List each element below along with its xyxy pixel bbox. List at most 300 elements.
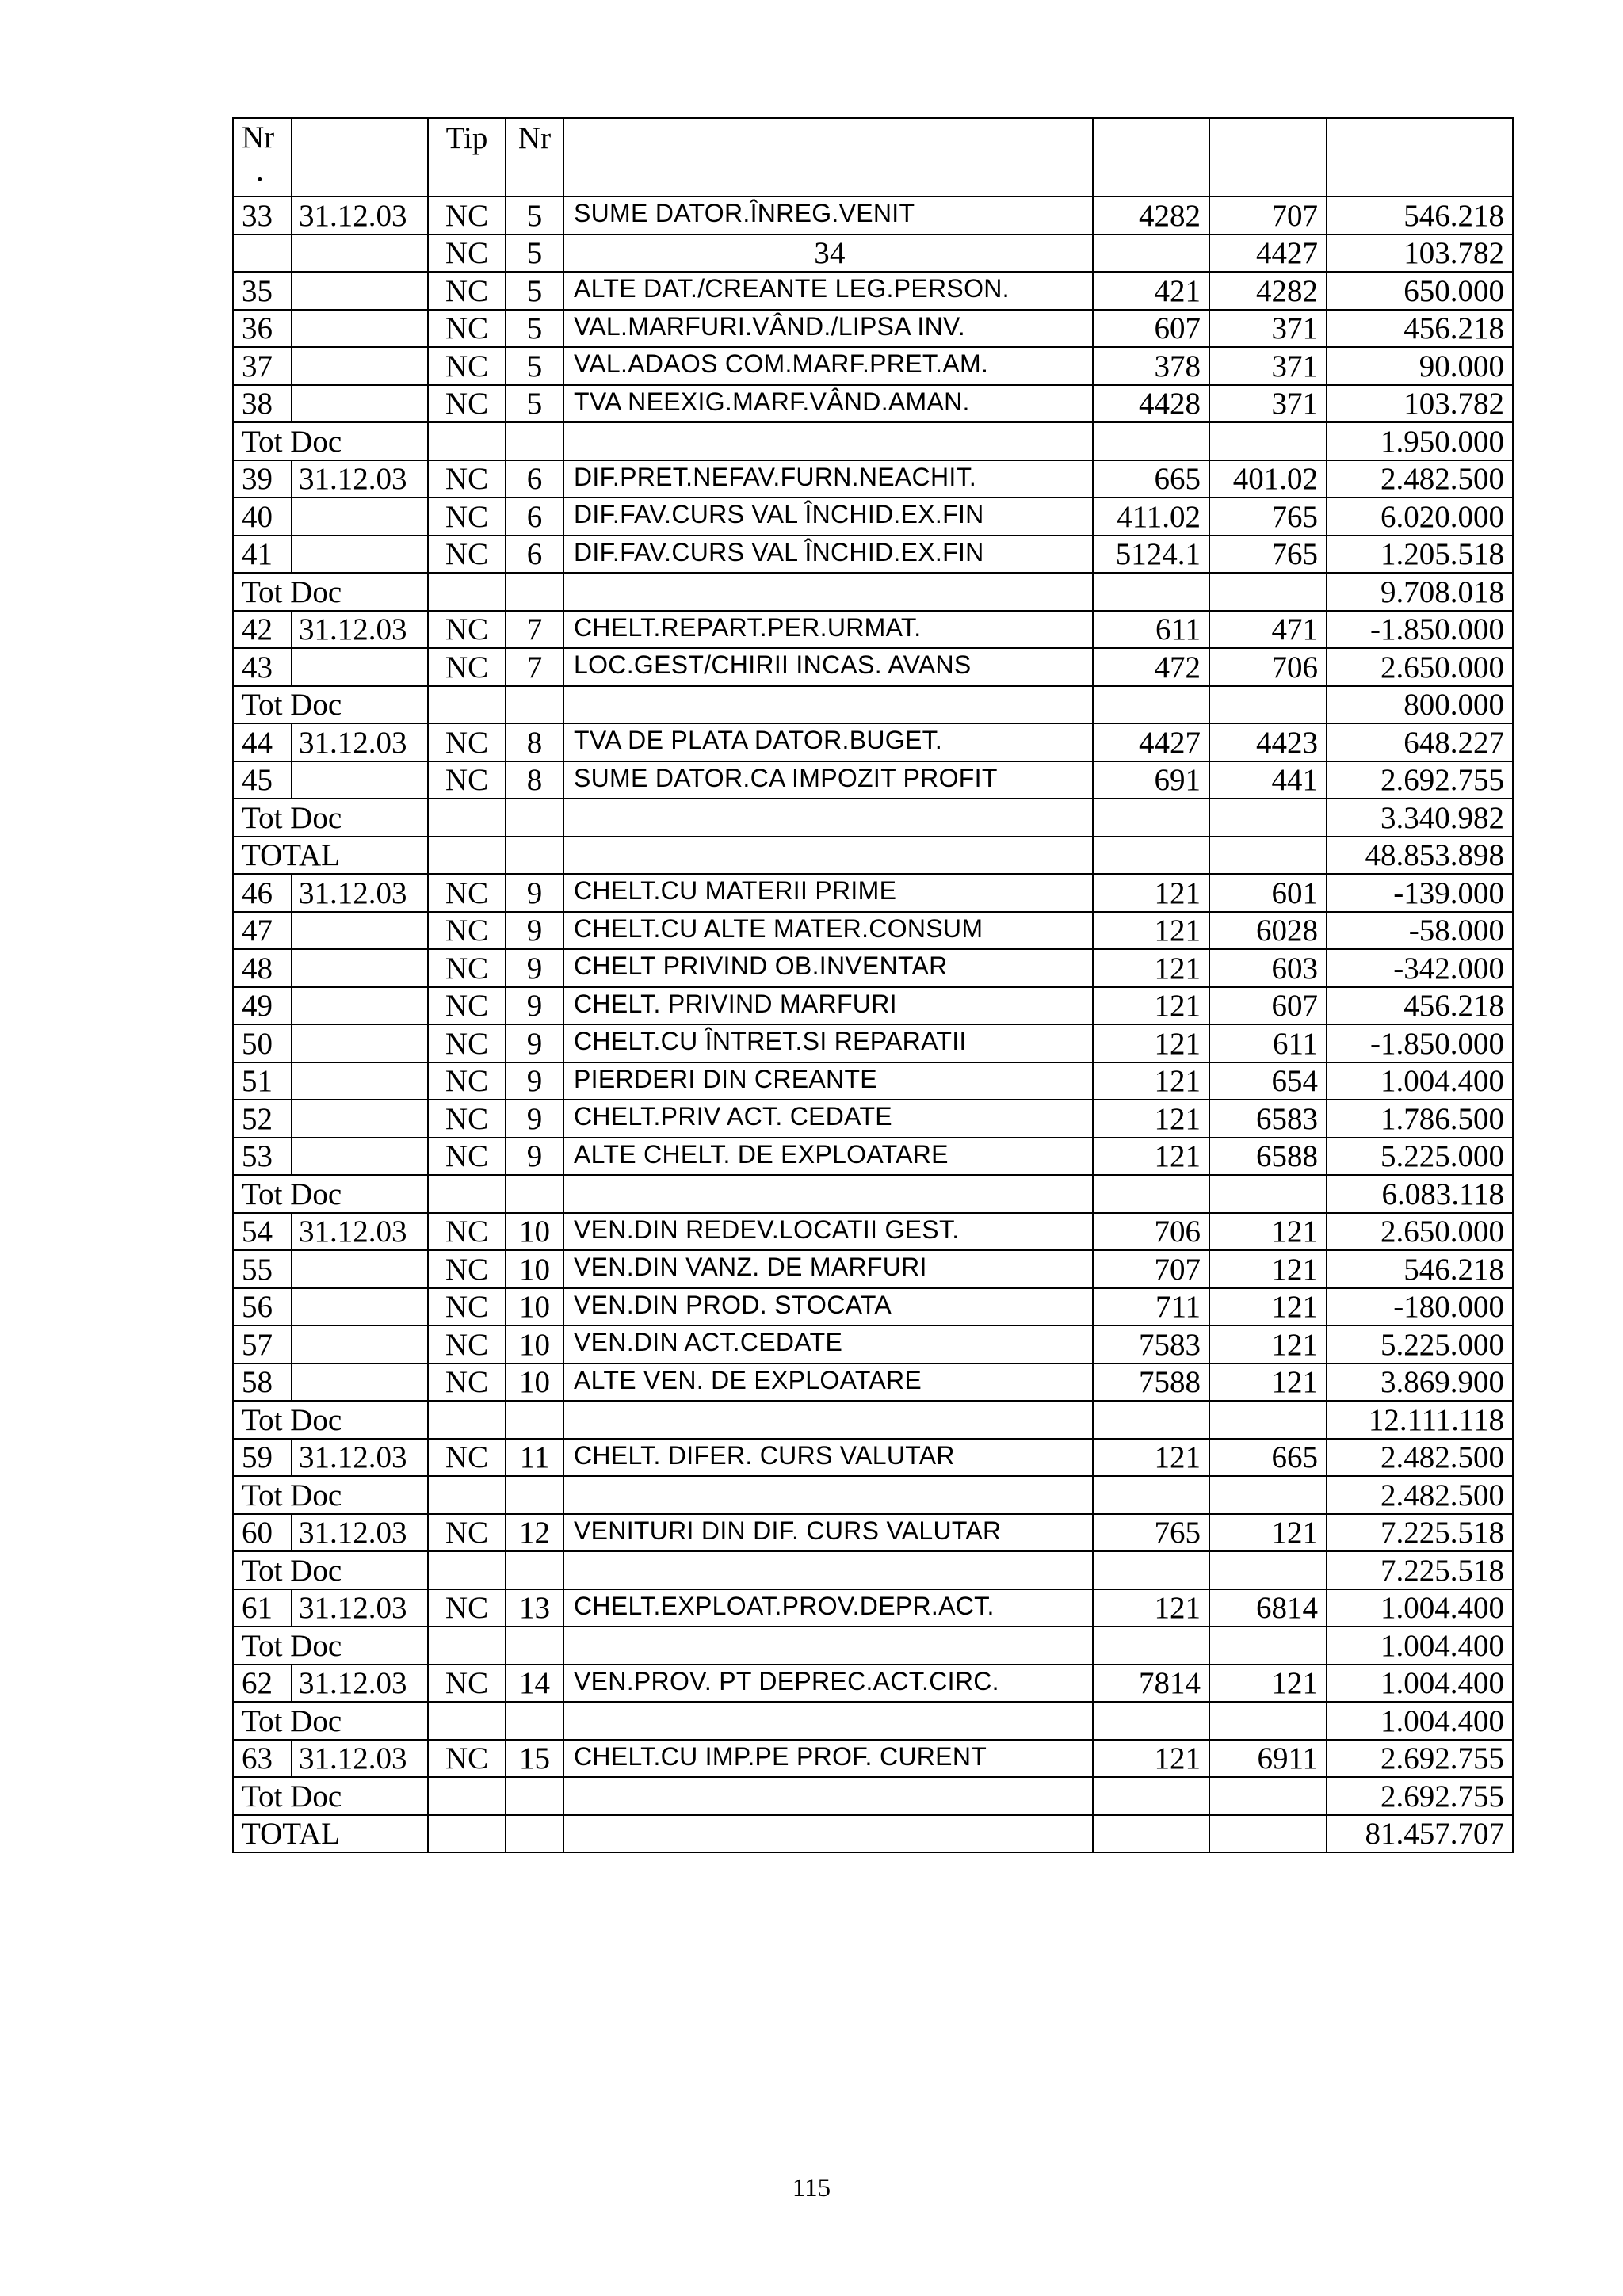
entry-tip: NC (428, 1589, 506, 1627)
table-row (233, 498, 1513, 536)
entry-tip: NC (428, 611, 506, 649)
entry-sum: 456.218 (1327, 310, 1513, 348)
entry-explanation: VEN.DIN ACT.CEDATE (563, 1325, 1093, 1363)
entry-explanation: 34 (563, 235, 1093, 273)
entry-sum: 650.000 (1327, 272, 1513, 310)
entry-credit-account: 371 (1209, 347, 1327, 385)
header-sum (1327, 118, 1513, 196)
entry-doc-nr: 5 (506, 385, 563, 423)
entry-date (292, 1100, 428, 1138)
entry-nr: 56 (233, 1288, 292, 1326)
entry-nr: 54 (233, 1213, 292, 1251)
entry-credit-account: 471 (1209, 611, 1327, 649)
entry-sum: 1.205.518 (1327, 536, 1513, 574)
empty-cell (428, 1551, 506, 1589)
entry-tip: NC (428, 1514, 506, 1552)
empty-cell (1093, 1777, 1209, 1815)
entry-sum: 1.004.400 (1327, 1665, 1513, 1703)
entry-credit-account: 121 (1209, 1665, 1327, 1703)
entry-nr (233, 235, 292, 273)
entry-nr: 62 (233, 1665, 292, 1703)
empty-cell (1093, 799, 1209, 837)
empty-cell (1093, 422, 1209, 460)
entry-tip: NC (428, 272, 506, 310)
entry-sum: -139.000 (1327, 874, 1513, 912)
entry-tip: NC (428, 347, 506, 385)
total-sum: 48.853.898 (1327, 837, 1513, 875)
total-label: Tot Doc (233, 1551, 428, 1589)
entry-nr: 38 (233, 385, 292, 423)
entry-debit-account: 765 (1093, 1514, 1209, 1552)
page-number: 115 (792, 2174, 831, 2203)
entry-tip: NC (428, 498, 506, 536)
empty-cell (1093, 837, 1209, 875)
entry-doc-nr: 8 (506, 723, 563, 761)
empty-cell (428, 799, 506, 837)
entry-tip: NC (428, 1363, 506, 1402)
table-row (233, 1138, 1513, 1176)
entry-doc-nr: 15 (506, 1740, 563, 1778)
total-label: Tot Doc (233, 1401, 428, 1439)
entry-explanation: CHELT.REPART.PER.URMAT. (563, 611, 1093, 649)
entry-sum: 2.650.000 (1327, 1213, 1513, 1251)
entry-explanation: CHELT.CU IMP.PE PROF. CURENT (563, 1740, 1093, 1778)
table-row (233, 1213, 1513, 1251)
total-label: TOTAL (233, 1815, 428, 1853)
entry-explanation: PIERDERI DIN CREANTE (563, 1062, 1093, 1100)
entry-sum: 1.786.500 (1327, 1100, 1513, 1138)
entry-explanation: CHELT. PRIVIND MARFURI (563, 987, 1093, 1025)
entry-nr: 50 (233, 1024, 292, 1062)
entry-tip: NC (428, 1325, 506, 1363)
empty-cell (1209, 1401, 1327, 1439)
entry-nr: 49 (233, 987, 292, 1025)
entry-sum: 6.020.000 (1327, 498, 1513, 536)
empty-cell (506, 1815, 563, 1853)
empty-cell (563, 1627, 1093, 1665)
entry-doc-nr: 9 (506, 1062, 563, 1100)
total-sum: 6.083.118 (1327, 1175, 1513, 1213)
empty-cell (428, 837, 506, 875)
entry-date (292, 1363, 428, 1402)
table-row (233, 1062, 1513, 1100)
entry-doc-nr: 13 (506, 1589, 563, 1627)
total-sum: 2.482.500 (1327, 1476, 1513, 1514)
entry-doc-nr: 10 (506, 1250, 563, 1288)
total-label: Tot Doc (233, 799, 428, 837)
entry-date: 31.12.03 (292, 1514, 428, 1552)
entry-doc-nr: 5 (506, 310, 563, 348)
header-nr: Nr (242, 120, 275, 154)
entry-tip: NC (428, 1439, 506, 1477)
entry-tip: NC (428, 1062, 506, 1100)
entry-date (292, 385, 428, 423)
entry-date (292, 648, 428, 686)
table-row (233, 235, 1513, 273)
entry-doc-nr: 9 (506, 1024, 563, 1062)
entry-nr: 60 (233, 1514, 292, 1552)
entry-nr: 40 (233, 498, 292, 536)
total-sum: 2.692.755 (1327, 1777, 1513, 1815)
entry-debit-account: 607 (1093, 310, 1209, 348)
entry-debit-account: 706 (1093, 1213, 1209, 1251)
entry-credit-account: 654 (1209, 1062, 1327, 1100)
entry-doc-nr: 9 (506, 949, 563, 987)
entry-doc-nr: 10 (506, 1213, 563, 1251)
entry-debit-account: 7583 (1093, 1325, 1209, 1363)
table-row (233, 912, 1513, 950)
entry-nr: 57 (233, 1325, 292, 1363)
entry-credit-account: 611 (1209, 1024, 1327, 1062)
entry-sum: 5.225.000 (1327, 1325, 1513, 1363)
entry-tip: NC (428, 1665, 506, 1703)
header-explanation (563, 118, 1093, 196)
entry-date: 31.12.03 (292, 723, 428, 761)
entry-debit-account: 121 (1093, 874, 1209, 912)
entry-doc-nr: 9 (506, 987, 563, 1025)
entry-doc-nr: 5 (506, 272, 563, 310)
entry-debit-account: 378 (1093, 347, 1209, 385)
empty-cell (428, 1401, 506, 1439)
entry-date: 31.12.03 (292, 1589, 428, 1627)
entry-credit-account: 121 (1209, 1363, 1327, 1402)
entry-sum: 90.000 (1327, 347, 1513, 385)
entry-sum: 2.650.000 (1327, 648, 1513, 686)
entry-sum: -1.850.000 (1327, 1024, 1513, 1062)
entry-doc-nr: 6 (506, 536, 563, 574)
entry-explanation: VENITURI DIN DIF. CURS VALUTAR (563, 1514, 1093, 1552)
entry-doc-nr: 7 (506, 611, 563, 649)
entry-debit-account (1093, 235, 1209, 273)
total-row (233, 799, 1513, 837)
entry-date (292, 1024, 428, 1062)
total-label: TOTAL (233, 837, 428, 875)
entry-credit-account: 665 (1209, 1439, 1327, 1477)
table-row (233, 347, 1513, 385)
entry-date (292, 310, 428, 348)
entry-credit-account: 6588 (1209, 1138, 1327, 1176)
entry-nr: 35 (233, 272, 292, 310)
entry-explanation: VAL.ADAOS COM.MARF.PRET.AM. (563, 347, 1093, 385)
entry-date (292, 1062, 428, 1100)
total-row (233, 1476, 1513, 1514)
empty-cell (1209, 1702, 1327, 1740)
entry-explanation: ALTE CHELT. DE EXPLOATARE (563, 1138, 1093, 1176)
table-row (233, 949, 1513, 987)
entry-nr: 53 (233, 1138, 292, 1176)
entry-explanation: DIF.FAV.CURS VAL ÎNCHID.EX.FIN (563, 536, 1093, 574)
table-row (233, 723, 1513, 761)
entry-date: 31.12.03 (292, 1665, 428, 1703)
entry-date: 31.12.03 (292, 1740, 428, 1778)
header-tip: Tip (428, 118, 506, 196)
entry-debit-account: 5124.1 (1093, 536, 1209, 574)
entry-doc-nr: 10 (506, 1288, 563, 1326)
empty-cell (428, 422, 506, 460)
entry-credit-account: 6911 (1209, 1740, 1327, 1778)
total-sum: 9.708.018 (1327, 573, 1513, 611)
total-row (233, 1627, 1513, 1665)
empty-cell (506, 1627, 563, 1665)
entry-sum: 546.218 (1327, 196, 1513, 235)
table-row (233, 1740, 1513, 1778)
total-sum: 1.004.400 (1327, 1627, 1513, 1665)
total-sum: 7.225.518 (1327, 1551, 1513, 1589)
entry-tip: NC (428, 987, 506, 1025)
entry-sum: 1.004.400 (1327, 1062, 1513, 1100)
entry-tip: NC (428, 723, 506, 761)
total-row (233, 686, 1513, 724)
journal-table (232, 117, 1514, 1853)
entry-debit-account: 665 (1093, 460, 1209, 498)
entry-sum: 5.225.000 (1327, 1138, 1513, 1176)
empty-cell (1093, 1175, 1209, 1213)
table-row (233, 385, 1513, 423)
entry-date (292, 1325, 428, 1363)
entry-credit-account: 4423 (1209, 723, 1327, 761)
entry-tip: NC (428, 196, 506, 235)
entry-tip: NC (428, 949, 506, 987)
entry-explanation: CHELT.PRIV ACT. CEDATE (563, 1100, 1093, 1138)
empty-cell (506, 686, 563, 724)
table-row (233, 1288, 1513, 1326)
entry-doc-nr: 5 (506, 235, 563, 273)
entry-sum: -342.000 (1327, 949, 1513, 987)
entry-doc-nr: 12 (506, 1514, 563, 1552)
table-row (233, 874, 1513, 912)
empty-cell (563, 1815, 1093, 1853)
entry-debit-account: 4428 (1093, 385, 1209, 423)
empty-cell (1209, 422, 1327, 460)
empty-cell (563, 799, 1093, 837)
entry-nr: 51 (233, 1062, 292, 1100)
entry-sum: 3.869.900 (1327, 1363, 1513, 1402)
entry-tip: NC (428, 536, 506, 574)
entry-date (292, 498, 428, 536)
entry-doc-nr: 9 (506, 1100, 563, 1138)
entry-credit-account: 607 (1209, 987, 1327, 1025)
table-row (233, 648, 1513, 686)
entry-nr: 55 (233, 1250, 292, 1288)
empty-cell (506, 573, 563, 611)
entry-nr: 45 (233, 761, 292, 799)
entry-doc-nr: 8 (506, 761, 563, 799)
entry-sum: 103.782 (1327, 235, 1513, 273)
entry-credit-account: 121 (1209, 1213, 1327, 1251)
header-credit (1209, 118, 1327, 196)
table-row (233, 1589, 1513, 1627)
entry-credit-account: 121 (1209, 1250, 1327, 1288)
entry-debit-account: 421 (1093, 272, 1209, 310)
entry-tip: NC (428, 912, 506, 950)
total-row (233, 1777, 1513, 1815)
entry-nr: 61 (233, 1589, 292, 1627)
total-row (233, 1401, 1513, 1439)
entry-tip: NC (428, 1288, 506, 1326)
table-row (233, 1665, 1513, 1703)
entry-explanation: CHELT.CU MATERII PRIME (563, 874, 1093, 912)
empty-cell (506, 1551, 563, 1589)
entry-debit-account: 121 (1093, 949, 1209, 987)
empty-cell (1093, 686, 1209, 724)
table-row (233, 272, 1513, 310)
entry-explanation: VEN.PROV. PT DEPREC.ACT.CIRC. (563, 1665, 1093, 1703)
entry-date (292, 347, 428, 385)
entry-explanation: LOC.GEST/CHIRII INCAS. AVANS (563, 648, 1093, 686)
entry-sum: 648.227 (1327, 723, 1513, 761)
total-label: Tot Doc (233, 1175, 428, 1213)
empty-cell (563, 1777, 1093, 1815)
entry-date (292, 235, 428, 273)
entry-explanation: VEN.DIN REDEV.LOCATII GEST. (563, 1213, 1093, 1251)
entry-explanation: TVA DE PLATA DATOR.BUGET. (563, 723, 1093, 761)
entry-sum: 456.218 (1327, 987, 1513, 1025)
total-label: Tot Doc (233, 1702, 428, 1740)
entry-tip: NC (428, 310, 506, 348)
entry-credit-account: 441 (1209, 761, 1327, 799)
table-row (233, 196, 1513, 235)
entry-credit-account: 401.02 (1209, 460, 1327, 498)
empty-cell (1093, 1627, 1209, 1665)
total-row (233, 1551, 1513, 1589)
entry-nr: 48 (233, 949, 292, 987)
entry-explanation: ALTE DAT./CREANTE LEG.PERSON. (563, 272, 1093, 310)
total-label: Tot Doc (233, 1777, 428, 1815)
table-row (233, 1363, 1513, 1402)
entry-nr: 47 (233, 912, 292, 950)
empty-cell (428, 686, 506, 724)
entry-debit-account: 121 (1093, 1740, 1209, 1778)
empty-cell (563, 1175, 1093, 1213)
entry-tip: NC (428, 235, 506, 273)
entry-nr: 52 (233, 1100, 292, 1138)
entry-explanation: CHELT.EXPLOAT.PROV.DEPR.ACT. (563, 1589, 1093, 1627)
empty-cell (563, 422, 1093, 460)
entry-debit-account: 121 (1093, 1589, 1209, 1627)
entry-date (292, 536, 428, 574)
entry-date: 31.12.03 (292, 196, 428, 235)
empty-cell (1093, 1401, 1209, 1439)
entry-credit-account: 6028 (1209, 912, 1327, 950)
entry-explanation: TVA NEEXIG.MARF.VÂND.AMAN. (563, 385, 1093, 423)
entry-sum: 103.782 (1327, 385, 1513, 423)
entry-credit-account: 6814 (1209, 1589, 1327, 1627)
empty-cell (563, 1551, 1093, 1589)
empty-cell (1093, 1551, 1209, 1589)
entry-tip: NC (428, 1100, 506, 1138)
entry-credit-account: 707 (1209, 196, 1327, 235)
empty-cell (428, 1815, 506, 1853)
entry-sum: 2.692.755 (1327, 761, 1513, 799)
total-sum: 81.457.707 (1327, 1815, 1513, 1853)
entry-credit-account: 121 (1209, 1514, 1327, 1552)
table-row (233, 460, 1513, 498)
entry-nr: 36 (233, 310, 292, 348)
entry-nr: 43 (233, 648, 292, 686)
header-date (292, 118, 428, 196)
entry-date: 31.12.03 (292, 1213, 428, 1251)
entry-explanation: CHELT. DIFER. CURS VALUTAR (563, 1439, 1093, 1477)
entry-sum: -58.000 (1327, 912, 1513, 950)
total-row (233, 422, 1513, 460)
entry-debit-account: 611 (1093, 611, 1209, 649)
entry-doc-nr: 14 (506, 1665, 563, 1703)
entry-credit-account: 371 (1209, 310, 1327, 348)
empty-cell (1209, 1627, 1327, 1665)
entry-debit-account: 411.02 (1093, 498, 1209, 536)
empty-cell (1093, 1476, 1209, 1514)
entry-date (292, 1250, 428, 1288)
empty-cell (506, 799, 563, 837)
total-sum: 800.000 (1327, 686, 1513, 724)
total-row (233, 1702, 1513, 1740)
header-doc-nr: Nr (506, 118, 563, 196)
entry-doc-nr: 5 (506, 347, 563, 385)
entry-explanation: ALTE VEN. DE EXPLOATARE (563, 1363, 1093, 1402)
entry-date (292, 272, 428, 310)
entry-tip: NC (428, 1213, 506, 1251)
entry-credit-account: 765 (1209, 536, 1327, 574)
total-sum: 1.950.000 (1327, 422, 1513, 460)
entry-nr: 58 (233, 1363, 292, 1402)
entry-tip: NC (428, 1740, 506, 1778)
entry-sum: 2.482.500 (1327, 1439, 1513, 1477)
entry-doc-nr: 9 (506, 1138, 563, 1176)
entry-date (292, 987, 428, 1025)
entry-debit-account: 707 (1093, 1250, 1209, 1288)
entry-date: 31.12.03 (292, 1439, 428, 1477)
empty-cell (1209, 686, 1327, 724)
table-row (233, 1514, 1513, 1552)
total-row (233, 837, 1513, 875)
entry-credit-account: 601 (1209, 874, 1327, 912)
entry-debit-account: 121 (1093, 1100, 1209, 1138)
entry-nr: 63 (233, 1740, 292, 1778)
table-row (233, 1024, 1513, 1062)
entry-explanation: VEN.DIN PROD. STOCATA (563, 1288, 1093, 1326)
entry-date (292, 1138, 428, 1176)
empty-cell (506, 837, 563, 875)
total-row (233, 1175, 1513, 1213)
entry-credit-account: 4427 (1209, 235, 1327, 273)
empty-cell (506, 1401, 563, 1439)
table-header-row (233, 118, 1513, 196)
entry-tip: NC (428, 1250, 506, 1288)
empty-cell (1209, 1476, 1327, 1514)
empty-cell (1093, 1702, 1209, 1740)
empty-cell (1209, 1551, 1327, 1589)
entry-doc-nr: 9 (506, 912, 563, 950)
entry-sum: 2.482.500 (1327, 460, 1513, 498)
empty-cell (428, 1175, 506, 1213)
entry-debit-account: 691 (1093, 761, 1209, 799)
table-row (233, 611, 1513, 649)
entry-tip: NC (428, 1138, 506, 1176)
entry-credit-account: 706 (1209, 648, 1327, 686)
entry-explanation: SUME DATOR.CA IMPOZIT PROFIT (563, 761, 1093, 799)
empty-cell (563, 686, 1093, 724)
total-row (233, 573, 1513, 611)
entry-doc-nr: 7 (506, 648, 563, 686)
entry-tip: NC (428, 761, 506, 799)
empty-cell (1209, 799, 1327, 837)
empty-cell (506, 1476, 563, 1514)
table-row (233, 987, 1513, 1025)
entry-doc-nr: 6 (506, 498, 563, 536)
entry-date: 31.12.03 (292, 460, 428, 498)
entry-debit-account: 121 (1093, 1062, 1209, 1100)
header-debit (1093, 118, 1209, 196)
